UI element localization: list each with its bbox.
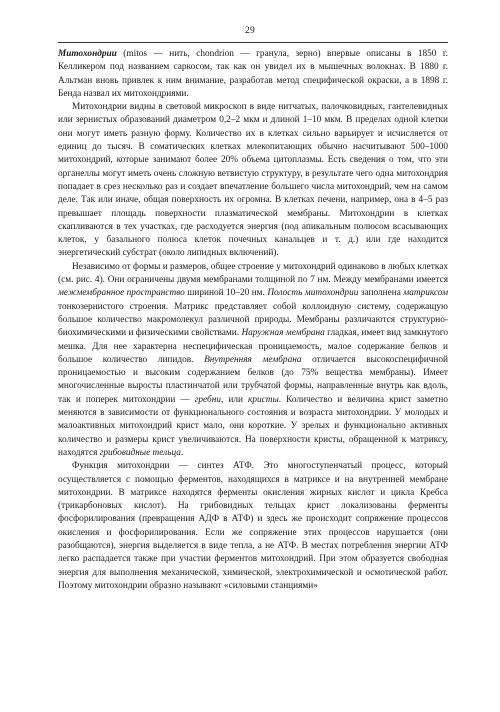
term-italic: Полость митохондрии — [267, 288, 359, 299]
header-rule — [58, 42, 448, 43]
text-run: гладкая, имеет вид замкнутого мешка. Для нее характерна неспецифическая проницаемость, малое содержание белков и большое количество липидов. — [58, 328, 448, 365]
text-run: шириной 10–20 нм. — [184, 288, 268, 299]
body-text — [58, 48, 448, 593]
text-run: отличается высокоспецифичной проницаемостью и высоким содержанием белков (до 75% вещества мембраны). Имеет многочисленные выросты пластинчатой или трубчатой формы, направленные внутрь как вдоль, так и поперек митохондрии — — [58, 354, 448, 405]
term-italic: грибовидные тельца — [99, 447, 181, 458]
term-italic: матриксом — [403, 288, 449, 299]
text-run: , или — [220, 394, 248, 405]
term-italic: Внутренняя мембрана — [204, 354, 302, 365]
term-italic: Наружная мембрана — [241, 328, 325, 339]
text-run: Независимо от формы и размеров, общее строение у митохондрий одинаково в любых клетках (см. рис. 4). Они ограничены двумя мембранами толщиной по 7 нм. Между мембранами имеется — [58, 261, 448, 286]
term-italic: гребни — [194, 394, 221, 405]
text-run: (mitos — нить, chondrion — гранула, зерно) впервые описаны в 1850 г. Келликером под названием саркосом, так как он увидел их в мышечных волокнах. В 1880 г. Альтман вновь привлек к ним внимание, разработав метод специфической окраски, а в 1898 г. Бенда назвал их митохондриями. — [58, 49, 448, 99]
text-run: заполнена — [358, 288, 404, 299]
text-run: Функция митохондрии — синтез АТФ. Это многоступенчатый процесс, который осуществляется с помощью ферментов, находящихся в матриксе и на внутренней мембране митохондрии. В матриксе находятся ферменты окисления жирных кислот и цикла Кребса (трикарбоновых кислот). На грибовидных тельцах крист локализованы ферменты фосфорилирования (превращения АДФ в АТФ) и здесь же происходит сопряжение процессов окисления и фосфорилирования. Если же сопряжение этих процессов нарушается (они разобщаются), энергия выделяется в виде тепла, а не АТФ. В местах потребления энергии АТФ легко распадается также при участии ферментов митохондрий. При этом образуется свободная энергия для выполнения механической, химической, электрохимической и осмотической работ. Поэтому митохондрии образно называют «силовыми станциями» — [58, 461, 448, 591]
text-run: . Количество и величина крист заметно меняются в зависимости от функционального состояния и возраста митохондрии. У молодых и малоактивных митохондрий крист мало, они короткие. У зрелых и функционально активных количество и размеры крист увеличиваются. На поверхности кристы, обращенной к матриксу, находятся — [58, 394, 448, 458]
text-run: . — [180, 447, 184, 458]
text-run: Митохондрии видны в световой микроскоп в виде нитчатых, палочковидных, гантелевидных или зернистых образований диаметром 0,2–2 мкм и длиной 1–10 мкм. В пределах одной клетки они могут иметь разную форму. Количество их в клетках сильно варьирует и исчисляется от единиц до тысяч. В соматических клетках млекопитающих обычно насчитывают 500–1000 митохондрий, которые занимают более 20% объема цитоплазмы. Есть сведения о том, что эти органеллы могут иметь очень сложную ветвистую структуру, в результате чего одна митохондрия попадает в срез несколько раз и создает впечатление большего числа митохондрий, чем на самом деле. Так или иначе, общая поверхность их огромна. В клетках печени, например, она в 4–5 раз превышает площадь поверхности плазматической мембраны. Митохондрии в клетках скапливаются в тех участках, где расходуется энергия (под апикальным полюсом всасывающих клеток, у базального полюса клеток почечных канальцев и т. д.) или где находится энергетический субстрат (около липидных включений). — [58, 102, 448, 259]
paragraph — [58, 101, 448, 261]
text-run: тонкозернистого строения. Матрикс представляет собой коллоидную систему, содержащую большое количество макромолекул различной природы. Мембраны различаются структурно-биохимическими и физическими свойствами. — [58, 301, 448, 339]
term-heading: Митохондрии — [58, 49, 117, 59]
term-italic: кристы — [247, 394, 279, 405]
term-italic: межмембранное пространство — [58, 288, 185, 299]
paragraph — [58, 261, 448, 460]
paragraph — [58, 460, 448, 593]
page-number: 29 — [244, 26, 256, 36]
paragraph — [58, 48, 448, 101]
